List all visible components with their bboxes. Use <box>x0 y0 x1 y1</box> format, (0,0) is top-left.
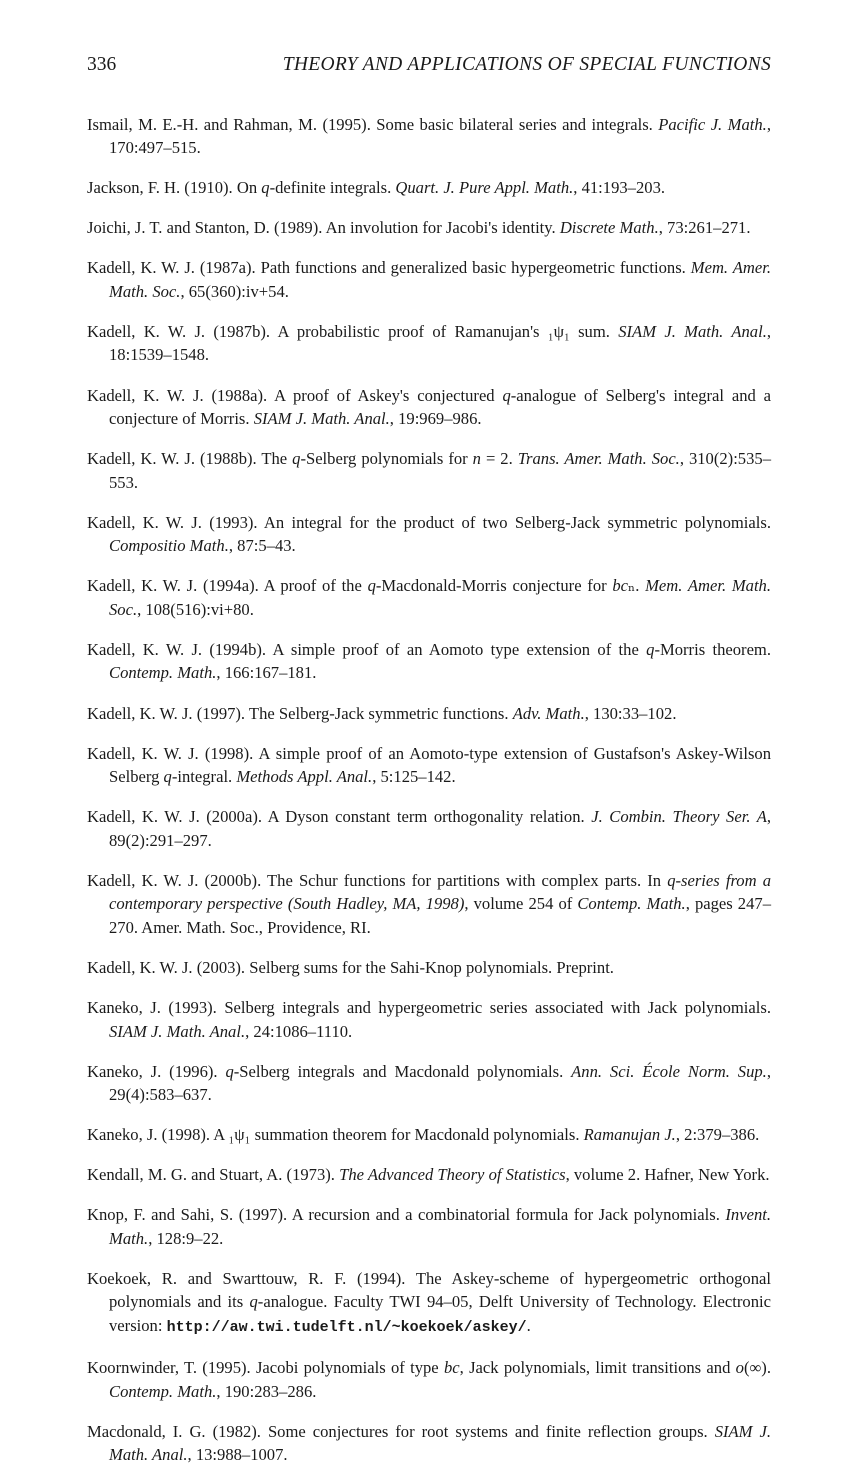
reference-text: Kaneko, J. (1993). Selberg integrals and hypergeometric series associated with Jack polynomials. <box>87 998 771 1017</box>
reference-italic-text: q <box>225 1061 234 1081</box>
page-header <box>87 52 771 78</box>
reference-text: Joichi, J. T. and Stanton, D. (1989). An involution for Jacobi's identity. <box>87 218 560 238</box>
reference-entry <box>87 1420 771 1467</box>
reference-italic-text: Ramanujan J. <box>583 1125 676 1145</box>
reference-entry <box>87 216 771 240</box>
reference-text: , volume 254 of <box>464 894 578 914</box>
reference-text: -definite integrals. <box>269 178 396 198</box>
reference-italic-text: bc <box>612 576 629 596</box>
reference-text: , Jack polynomials, limit transitions and <box>459 1358 736 1378</box>
reference-italic-text: Methods Appl. Anal. <box>236 767 373 787</box>
reference-entry <box>87 256 771 303</box>
reference-text: , 41:193–203. <box>573 178 666 198</box>
reference-text: = 2. <box>480 449 518 469</box>
reference-text: Kaneko, J. (1998). A ₁ψ₁ summation theorem for Macdonald polynomials. <box>87 1125 584 1145</box>
reference-text: (∞). <box>743 1358 771 1378</box>
reference-entry <box>87 956 771 980</box>
reference-text: Kadell, K. W. J. (1997). The Selberg-Jack symmetric functions. <box>87 703 513 723</box>
reference-entry <box>87 1267 771 1340</box>
reference-text: -Morris theorem. <box>654 639 771 659</box>
reference-text: , pages 247–270. Amer. Math. Soc., Providence, RI. <box>109 894 771 937</box>
reference-text: ₙ. <box>628 576 646 596</box>
reference-text: -Selberg polynomials for <box>300 449 473 469</box>
reference-entry <box>87 996 771 1043</box>
reference-italic-text: Invent. Math. <box>109 1205 771 1248</box>
reference-text: -Selberg integrals and Macdonald polynomials. <box>233 1061 572 1081</box>
running-title: THEORY AND APPLICATIONS OF SPECIAL FUNCTIONS <box>282 54 771 75</box>
reference-entry <box>87 384 771 431</box>
reference-italic-text: n <box>472 449 481 469</box>
reference-italic-text: SIAM J. Math. Anal. <box>109 1421 771 1465</box>
reference-text: , 73:261–271. <box>658 218 751 238</box>
reference-text: , 5:125–142. <box>372 767 456 787</box>
reference-text: Ismail, M. E.-H. and Rahman, M. (1995). Some basic bilateral series and integrals. <box>87 114 659 134</box>
reference-text: Kadell, K. W. J. (1998). A simple proof of an Aomoto-type extension of Gustafson's Askey-Wilson Selberg <box>87 743 771 787</box>
reference-entry <box>87 320 771 367</box>
reference-text: Kadell, K. W. J. (1988a). A proof of Askey's conjectured <box>87 385 503 405</box>
reference-text: , 19:969–986. <box>389 409 482 429</box>
reference-italic-text: q <box>292 449 301 469</box>
reference-italic-text: SIAM J. Math. Anal. <box>109 1021 246 1041</box>
reference-text: , 13:988–1007. <box>187 1445 288 1465</box>
reference-italic-text: Pacific J. Math. <box>658 114 767 134</box>
reference-italic-text: Discrete Math. <box>559 218 659 238</box>
reference-text: , 24:1086–1110. <box>245 1021 353 1041</box>
reference-text: , 65(360):iv+54. <box>180 281 289 301</box>
reference-text: -Macdonald-Morris conjecture for <box>375 576 613 596</box>
reference-text: Kadell, K. W. J. (1987a). Path functions and generalized basic hypergeometric functions. <box>87 258 691 278</box>
reference-italic-text: q <box>502 385 511 405</box>
reference-italic-text: Quart. J. Pure Appl. Math. <box>395 178 574 198</box>
reference-text: , volume 2. Hafner, New York. <box>565 1165 770 1185</box>
reference-italic-text: The Advanced Theory of Statistics <box>339 1165 566 1185</box>
reference-italic-text: q <box>261 178 270 198</box>
reference-text: Kadell, K. W. J. (1994b). A simple proof of an Aomoto type extension of the <box>87 639 647 659</box>
reference-text: , 170:497–515. <box>109 114 771 158</box>
page-number: 336 <box>87 54 117 75</box>
reference-text: , 18:1539–1548. <box>109 321 771 365</box>
reference-italic-text: Contemp. Math. <box>109 1381 217 1401</box>
reference-text: -analogue. Faculty TWI 94–05, Delft University of Technology. Electronic version: <box>109 1292 771 1335</box>
reference-text: , 190:283–286. <box>216 1381 317 1401</box>
reference-entry <box>87 1203 771 1250</box>
reference-italic-text: q-series from a contemporary perspective (South Hadley, MA, 1998) <box>109 870 771 914</box>
reference-text: , 87:5–43. <box>228 536 296 556</box>
reference-italic-text: o <box>735 1358 744 1378</box>
reference-italic-text: SIAM J. Math. Anal. <box>618 321 767 341</box>
reference-text: Kadell, K. W. J. (1994a). A proof of the <box>87 576 368 596</box>
reference-text: Kadell, K. W. J. (2000b). The Schur functions for partitions with complex parts. In <box>87 870 668 890</box>
reference-text: Kadell, K. W. J. (1987b). A probabilistic proof of Ramanujan's ₁ψ₁ sum. <box>87 321 619 341</box>
reference-italic-text: Contemp. Math. <box>109 663 217 683</box>
reference-text: Knop, F. and Sahi, S. (1997). A recursion and a combinatorial formula for Jack polynomials. <box>87 1205 726 1225</box>
reference-entry <box>87 638 771 685</box>
reference-entry <box>87 1123 771 1147</box>
reference-text: . <box>526 1315 531 1335</box>
reference-text: Kendall, M. G. and Stuart, A. (1973). <box>87 1165 340 1185</box>
reference-text: Macdonald, I. G. (1982). Some conjectures for root systems and finite reflection groups. <box>87 1421 715 1441</box>
reference-entry <box>87 869 771 940</box>
reference-entry <box>87 1163 771 1187</box>
reference-italic-text: q <box>163 767 172 787</box>
reference-italic-text: q <box>646 639 655 659</box>
reference-text: Kadell, K. W. J. (2003). Selberg sums for the Sahi-Knop polynomials. Preprint. <box>87 957 614 977</box>
reference-italic-text: Compositio Math. <box>109 536 229 556</box>
reference-italic-text: SIAM J. Math. Anal. <box>253 409 390 429</box>
reference-italic-text: bc <box>443 1358 460 1378</box>
reference-text: -analogue of Selberg's integral and a conjecture of Morris. <box>109 385 772 429</box>
reference-text: Kadell, K. W. J. (1988b). The <box>87 449 293 469</box>
reference-entry <box>87 176 771 200</box>
reference-list <box>87 96 771 1472</box>
reference-entry <box>87 1060 771 1107</box>
reference-text: Kadell, K. W. J. (2000a). A Dyson constant term orthogonality relation. <box>87 807 592 827</box>
reference-url: http://aw.twi.tudelft.nl/~koekoek/askey/ <box>166 1318 527 1336</box>
reference-text: Jackson, F. H. (1910). On <box>87 178 262 198</box>
reference-text: Koekoek, R. and Swarttouw, R. F. (1994). The Askey-scheme of hypergeometric orthogonal polynomials and its <box>87 1268 771 1312</box>
reference-entry <box>87 742 771 789</box>
reference-text: , 89(2):291–297. <box>109 807 771 850</box>
reference-italic-text: Adv. Math. <box>512 703 585 723</box>
reference-text: Koornwinder, T. (1995). Jacobi polynomials of type <box>87 1358 444 1378</box>
reference-text: Kadell, K. W. J. (1993). An integral for the product of two Selberg-Jack symmetric polynomials. <box>87 512 771 532</box>
reference-text: , 29(4):583–637. <box>109 1061 771 1105</box>
reference-italic-text: J. Combin. Theory Ser. A <box>591 807 767 827</box>
reference-text: , 128:9–22. <box>148 1228 224 1248</box>
reference-entry <box>87 805 771 852</box>
reference-entry <box>87 113 771 160</box>
reference-text: -integral. <box>171 767 237 787</box>
reference-entry <box>87 702 771 726</box>
reference-italic-text: Mem. Amer. Math. Soc. <box>109 576 772 619</box>
reference-text: , 2:379–386. <box>675 1125 760 1145</box>
reference-italic-text: q <box>249 1292 258 1312</box>
reference-italic-text: q <box>367 576 376 596</box>
reference-entry <box>87 1356 771 1403</box>
reference-italic-text: Trans. Amer. Math. Soc. <box>517 449 680 469</box>
reference-entry <box>87 511 771 558</box>
reference-italic-text: Ann. Sci. École Norm. Sup. <box>571 1061 767 1081</box>
reference-entry <box>87 574 771 621</box>
reference-italic-text: Mem. Amer. Math. Soc. <box>109 258 771 301</box>
reference-text: , 310(2):535–553. <box>109 449 771 492</box>
reference-text: , 108(516):vi+80. <box>137 599 254 619</box>
reference-text: Kaneko, J. (1996). <box>87 1061 226 1081</box>
reference-text: , 166:167–181. <box>216 663 317 683</box>
reference-entry <box>87 447 771 494</box>
reference-italic-text: Contemp. Math. <box>577 894 686 914</box>
reference-text: , 130:33–102. <box>584 703 677 723</box>
